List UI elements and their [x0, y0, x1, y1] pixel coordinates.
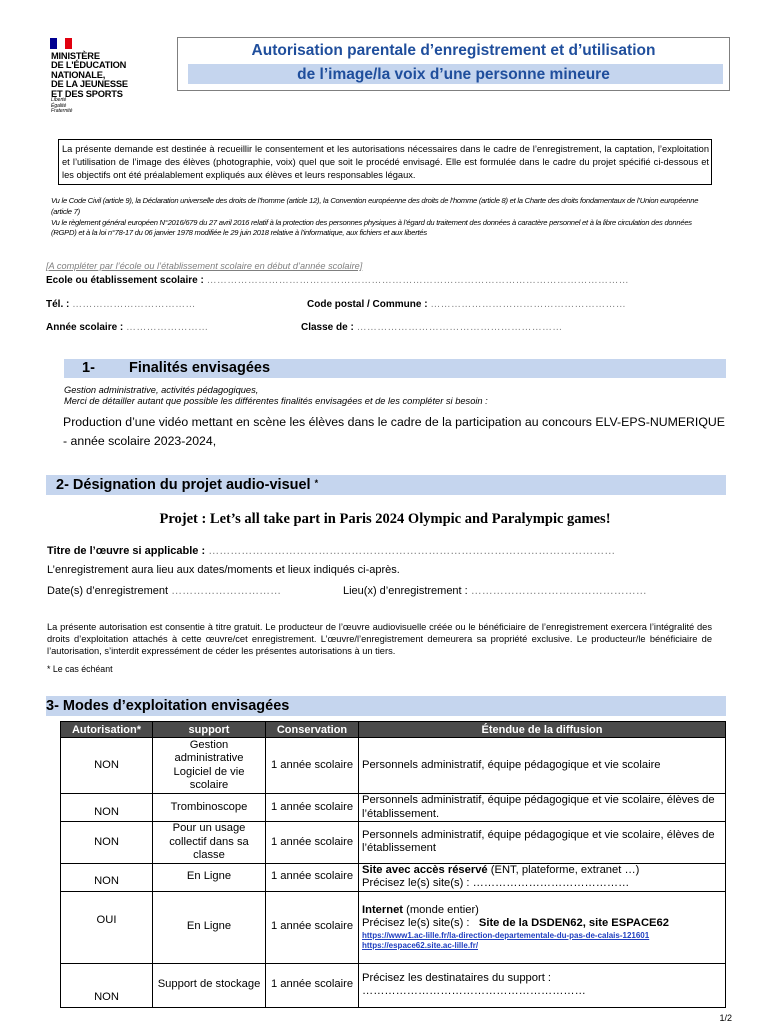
diffusion-bold: Internet	[362, 903, 404, 916]
phone-label: Tél. :	[46, 299, 70, 310]
school-name-label: Ecole ou établissement scolaire :	[46, 275, 204, 286]
diffusion-sites-label: Précisez le(s) site(s) :	[362, 917, 470, 929]
authorisation-cell[interactable]: OUI	[61, 891, 153, 963]
project-name: Projet : Let’s all take part in Paris 2024 Olympic and Paralympic games!	[159, 511, 611, 527]
diffusion-sites: Précisez le(s) site(s) : ……………………………………	[362, 877, 630, 889]
support-cell: En Ligne	[153, 863, 266, 891]
header-support: support	[153, 722, 266, 738]
logo-line: MINISTÈRE	[51, 51, 100, 61]
header-conservation: Conservation	[266, 722, 359, 738]
document-title-box	[177, 37, 730, 91]
table-row	[61, 822, 726, 864]
diffusion-text: Précisez les destinataires du support :	[362, 971, 552, 984]
school-year-field[interactable]	[46, 322, 208, 333]
section3-title: 3- Modes d’exploitation envisagées	[46, 698, 290, 714]
postal-code-blank: …………………………………………………	[430, 299, 627, 310]
conservation-cell: 1 année scolaire	[266, 794, 359, 822]
ministry-logo-text	[51, 52, 128, 99]
school-year-label: Année scolaire :	[46, 322, 124, 333]
exploitation-modes-table	[60, 721, 726, 1008]
motto-line: Liberté	[51, 97, 67, 103]
support-cell: En Ligne	[153, 891, 266, 963]
section1-instructions: Merci de détailler autant que possible les différentes finalités envisagées et de les compléter si besoin :	[64, 396, 488, 406]
authorisation-cell[interactable]: NON	[61, 822, 153, 864]
diffusion-bold: Site avec accès réservé	[362, 863, 488, 876]
support-cell: Trombinoscope	[153, 794, 266, 822]
footnote: * Le cas échéant	[47, 664, 113, 674]
diffusion-text: (monde entier)	[403, 903, 479, 916]
support-cell: Pour un usage collectif dans sa classe	[153, 822, 266, 864]
diffusion-cell: Personnels administratif, équipe pédagogique et vie scolaire	[359, 738, 726, 794]
class-blank: ……………………………………………………	[356, 322, 563, 333]
dsden62-link[interactable]: https://www1.ac-lille.fr/la-direction-departementale-du-pas-de-calais-121601	[362, 930, 650, 940]
class-field[interactable]	[301, 322, 563, 333]
school-name-blank: ……………………………………………………………………………………………………………	[206, 275, 629, 286]
header-diffusion: Étendue de la diffusion	[359, 722, 726, 738]
work-title-label: Titre de l’œuvre si applicable :	[47, 545, 206, 557]
authorisation-cell[interactable]: NON	[61, 738, 153, 794]
conservation-cell: 1 année scolaire	[266, 738, 359, 794]
logo-line: NATIONALE,	[51, 69, 106, 80]
recording-date-field[interactable]	[47, 585, 281, 597]
section2-title	[56, 477, 318, 493]
logo-line: DE LA JEUNESSE	[51, 79, 128, 90]
support-cell: Support de stockage	[153, 963, 266, 1007]
diffusion-cell: Personnels administratif, équipe pédagogique et vie scolaire, élèves de l’établissement.	[359, 794, 726, 822]
table-row	[61, 863, 726, 891]
motto-line: Égalité	[51, 102, 67, 109]
support-cell: Gestion administrative Logiciel de vie scolaire	[153, 738, 266, 794]
table-row	[61, 891, 726, 963]
recording-place-label: Lieu(x) d’enregistrement :	[343, 585, 468, 597]
section2-asterisk: *	[314, 478, 319, 488]
diffusion-cell	[359, 891, 726, 963]
logo-line: DE L'ÉDUCATION	[51, 60, 127, 71]
table-row	[61, 794, 726, 822]
espace62-link[interactable]: https://espace62.site.ac-lille.fr/	[362, 940, 479, 950]
authorisation-cell[interactable]: NON	[61, 963, 153, 1007]
intro-paragraph: La présente demande est destinée à recueillir le consentement et les autorisations nécessaires dans le cadre de l’enregistrement, la captation, l’exploitation et l’utilisation de l’image des élèves (photographie, voix) quel que soit le procédé envisagé. Elle est formulée dans le cadre du projet spécifié ci-dessous et les objectifs ont été préalablement expliqués aux élèves et leurs responsables légaux.	[58, 139, 712, 185]
school-fill-note: [A compléter par l’école ou l’établissement scolaire en début d’année scolaire]	[46, 261, 363, 271]
legal-reference: Vu le Code Civil (article 9), la Déclaration universelle des droits de l’homme (article 12), la Convention européenne des droits de l’homme (article 8) et la Charte des droits fondamentaux de l’Union européenne (article 7)	[51, 196, 699, 216]
conservation-cell: 1 année scolaire	[266, 963, 359, 1007]
diffusion-cell	[359, 863, 726, 891]
recording-place-field[interactable]	[343, 585, 647, 597]
motto-line: Fraternité	[51, 108, 73, 115]
authorisation-cell[interactable]: NON	[61, 863, 153, 891]
table-row	[61, 963, 726, 1007]
school-name-field[interactable]	[46, 275, 629, 286]
recording-date-label: Date(s) d’enregistrement	[47, 585, 169, 597]
section1-subtitle: Gestion administrative, activités pédagogiques,	[64, 385, 259, 395]
document-title-line1: Autorisation parentale d’enregistrement et d’utilisation	[251, 42, 656, 59]
page-number: 1/2	[719, 1013, 732, 1023]
legal-reference: Vu le règlement général européen N°2016/679 du 27 avril 2016 relatif à la protection des personnes physiques à l’égard du traitement des données à caractère personnel et à la libre circulation des données (RGPD) et à la loi n°78-17 du 06 janvier 1978 modifiée le 29 juin 2018 relative à l’informatique, aux fichiers et aux libertés	[51, 217, 692, 238]
document-title-line2: de l’image/la voix d’une personne mineure	[297, 66, 610, 83]
legal-references	[51, 196, 716, 239]
section1-number: 1-	[82, 360, 95, 376]
class-label: Classe de :	[301, 322, 354, 333]
recording-location-text: L’enregistrement aura lieu aux dates/moments et lieux indiqués ci-après.	[47, 564, 400, 576]
section2-title-text: 2- Désignation du projet audio-visuel	[56, 477, 311, 493]
republic-flag-icon	[50, 38, 72, 49]
diffusion-sites-value: Site de la DSDEN62, site ESPACE62	[478, 917, 669, 929]
work-title-blank: …………………………………………………………………………………………………	[208, 545, 616, 557]
recording-place-blank: …………………………………………	[470, 585, 647, 597]
recording-date-blank: …………………………	[171, 585, 282, 597]
diffusion-cell: Personnels administratif, équipe pédagogique et vie scolaire, élèves de l’établissement	[359, 822, 726, 864]
postal-code-label: Code postal / Commune :	[307, 299, 428, 310]
table-header-row	[61, 722, 726, 738]
conservation-cell: 1 année scolaire	[266, 891, 359, 963]
school-year-blank: ……………………	[126, 322, 209, 333]
postal-code-field[interactable]	[307, 299, 626, 310]
section1-title: Finalités envisagées	[129, 360, 271, 376]
authorisation-cell[interactable]: NON	[61, 794, 153, 822]
phone-blank: ………………………………	[72, 299, 196, 310]
diffusion-blank: ……………………………………………………	[362, 985, 586, 997]
phone-field[interactable]	[46, 299, 196, 310]
diffusion-cell	[359, 963, 726, 1007]
work-title-field[interactable]	[47, 545, 615, 557]
rights-paragraph: La présente autorisation est consentie à titre gratuit. Le producteur de l’œuvre audiovisuelle créée ou le bénéficiaire de l’enregistrement exercera l’intégralité des droits d’exploitation attachés à cette œuvre/cet enregistrement. L’œuvre/l’enregistrement demeurera sa propriété exclusive. Le producteur/le bénéficiaire de l’autorisation, s’interdit expressément de céder les présentes autorisations à un tiers.	[47, 622, 712, 656]
diffusion-text: (ENT, plateforme, extranet …)	[487, 863, 640, 876]
conservation-cell: 1 année scolaire	[266, 863, 359, 891]
section1-purpose-text: Production d’une vidéo mettant en scène les élèves dans le cadre de la participation au concours ELV-EPS-NUMERIQUE - année scolaire 2023-2024,	[63, 415, 725, 448]
header-authorisation: Autorisation*	[61, 722, 153, 738]
conservation-cell: 1 année scolaire	[266, 822, 359, 864]
republic-motto	[51, 98, 72, 115]
table-row	[61, 738, 726, 794]
logo-line: ET DES SPORTS	[51, 88, 123, 99]
